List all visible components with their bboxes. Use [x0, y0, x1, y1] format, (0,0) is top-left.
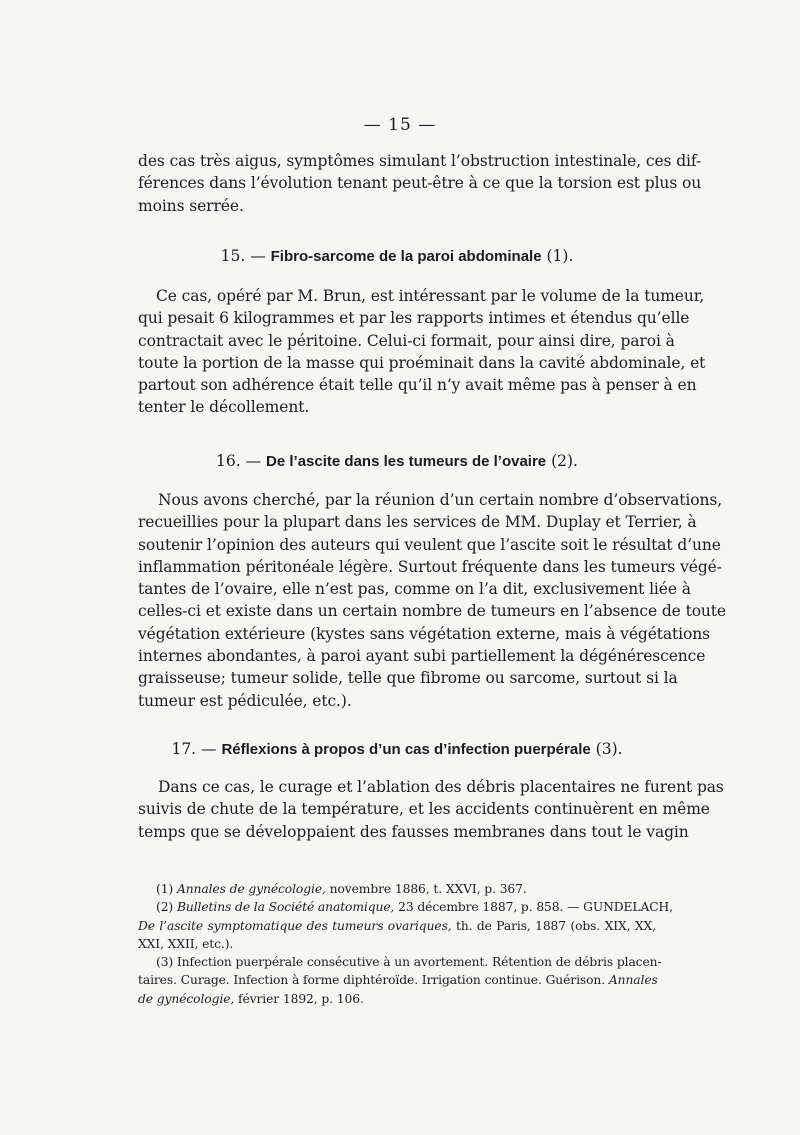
section-heading-17 — [138, 740, 656, 758]
section-ref: (2). — [551, 452, 578, 470]
section-paragraph-16 — [138, 489, 727, 712]
footnote-3: (3) Infection puerpérale consécutive à un avortement. Rétention de débris placen- — [156, 955, 662, 970]
text-line: contractait avec le péritoine. Celui-ci formait, pour ainsi dire, paroi à — [138, 331, 675, 350]
text-line: recueillies pour la plupart dans les services de MM. Duplay et Terrier, à — [138, 513, 697, 532]
footnote-2-line-2: De l’ascite symptomatique des tumeurs ovariques, th. de Paris, 1887 (obs. XIX, XX, — [138, 918, 656, 933]
text-line: qui pesait 6 kilogrammes et par les rapports intimes et étendus qu’elle — [138, 309, 690, 328]
section-title: De l’ascite dans les tumeurs de l’ovaire — [266, 453, 547, 470]
text-line: végétation extérieure (kystes sans végétation externe, mais à végétations — [138, 624, 711, 643]
text-line: soutenir l’opinion des auteurs qui veulent que l’ascite soit le résultat d’une — [138, 535, 721, 554]
section-number: 15. — — [220, 247, 266, 265]
footnote-2-line-3: XXI, XXII, etc.). — [138, 936, 234, 951]
text-line: graisseuse; tumeur solide, telle que fibrome ou sarcome, surtout si la — [138, 669, 678, 688]
footnote-1: (1) Annales de gynécologie, novembre 1886, t. XXVI, p. 367. — [156, 882, 527, 896]
intro-paragraph — [138, 150, 702, 217]
footnote-3-line-3: de gynécologie, février 1892, p. 106. — [138, 991, 364, 1006]
text-line: celles-ci et existe dans un certain nombre de tumeurs en l’absence de toute — [138, 602, 727, 621]
text-line: des cas très aigus, symptômes simulant l’obstruction intestinale, ces dif- — [138, 152, 702, 170]
text-line: Ce cas, opéré par M. Brun, est intéressant par le volume de la tumeur, — [156, 287, 705, 305]
text-line: moins serrée. — [138, 196, 244, 215]
page-number: — 15 — — [363, 115, 437, 135]
section-ref: (3). — [595, 740, 623, 758]
section-ref: (1). — [546, 247, 574, 265]
text-line: inflammation péritonéale légère. Surtout fréquente dans les tumeurs végé- — [138, 557, 722, 576]
text-line: tenter le décollement. — [138, 398, 310, 417]
section-paragraph-17 — [138, 776, 724, 843]
section-title: Réflexions à propos d’un cas d’infection puerpérale — [221, 741, 591, 758]
text-line: tantes de l’ovaire, elle n’est pas, comme on l’a dit, exclusivement liée à — [138, 580, 691, 599]
footnotes — [138, 880, 673, 1008]
text-line: tumeur est pédiculée, etc.). — [138, 691, 352, 710]
text-line: internes abondantes, à paroi ayant subi partiellement la dégénérescence — [138, 647, 706, 666]
text-line: férences dans l’évolution tenant peut-être à ce que la torsion est plus ou — [138, 174, 702, 193]
text-line: Nous avons cherché, par la réunion d’un certain nombre d’observations, — [158, 491, 723, 509]
section-title: Fibro-sarcome de la paroi abdominale — [270, 248, 542, 265]
section-number: 16. — — [216, 452, 262, 470]
section-paragraph-15 — [138, 285, 706, 419]
text-line: Dans ce cas, le curage et l’ablation des débris placentaires ne furent pas — [158, 778, 724, 796]
section-number: 17. — — [171, 740, 217, 758]
text-line: partout son adhérence était telle qu’il n’y avait même pas à penser à en — [138, 376, 697, 395]
text-line: suivis de chute de la température, et les accidents continuèrent en même — [138, 800, 710, 819]
footnote-2: (2) Bulletins de la Société anatomique, 23 décembre 1887, p. 858. — GUNDELACH, — [156, 900, 673, 915]
section-heading-16 — [138, 452, 656, 470]
footnote-3-line-2: taires. Curage. Infection à forme diphtéroïde. Irrigation continue. Guérison. Annales — [138, 973, 658, 988]
text-line: temps que se développaient des fausses membranes dans tout le vagin — [138, 822, 689, 841]
section-heading-15 — [138, 247, 656, 265]
text-line: toute la portion de la masse qui proéminait dans la cavité abdominale, et — [138, 353, 706, 372]
